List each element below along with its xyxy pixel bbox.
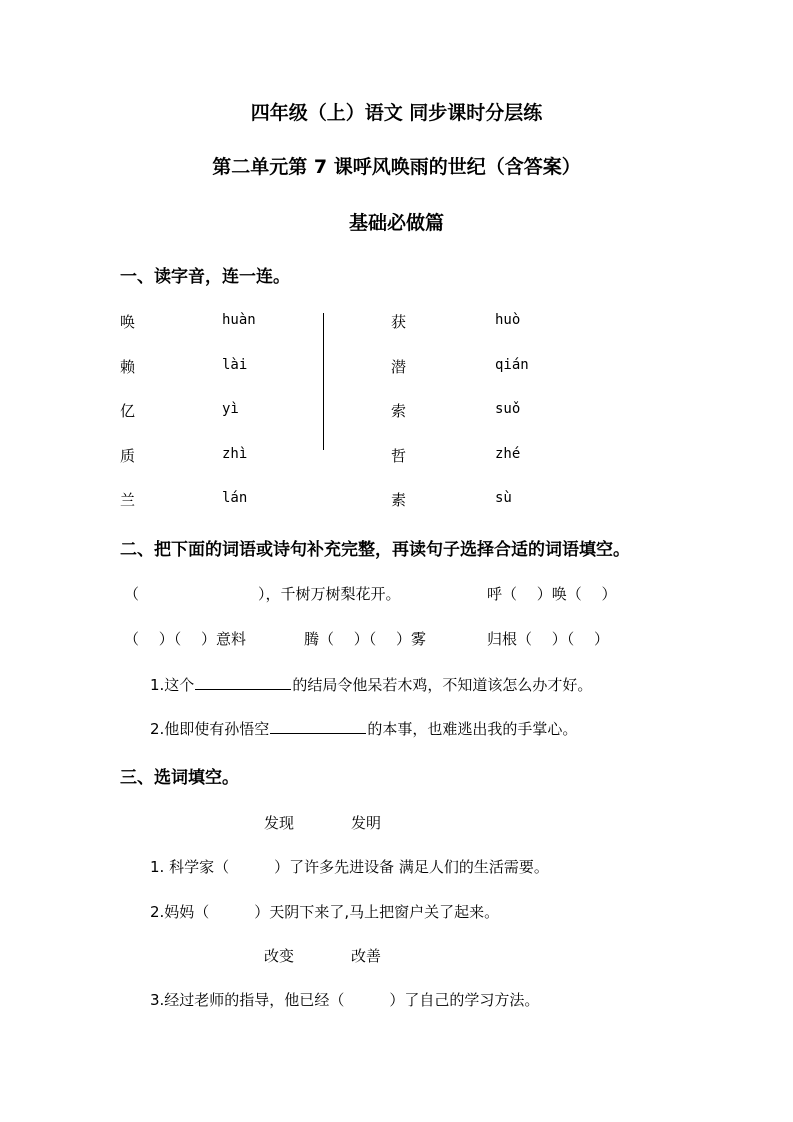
- pinyin-item: huàn: [222, 312, 256, 328]
- page-title: 四年级（上）语文 同步课时分层练: [250, 102, 543, 124]
- idiom-fill-2: （ ）（ ）意料: [124, 630, 247, 648]
- poem-open-paren: （: [124, 585, 140, 603]
- section3-heading: 三、选词填空。: [120, 768, 239, 788]
- poem-line-fill: ），千树万树梨花开。: [258, 585, 401, 603]
- word-choice: 发明: [351, 814, 382, 832]
- pinyin-item: lài: [222, 357, 248, 373]
- pinyin-item: sù: [495, 490, 512, 506]
- answer-blank[interactable]: [195, 673, 291, 690]
- level-heading: 基础必做篇: [348, 212, 444, 234]
- char-item: 亿: [120, 402, 136, 420]
- question-3-3: 3.经过老师的指导，他已经（ ）了自己的学习方法。: [150, 991, 540, 1009]
- question-3-1: 1. 科学家（ ）了许多先进设备 满足人们的生活需要。: [150, 858, 549, 876]
- idiom-fill-3: 腾（ ）（ ）雾: [304, 630, 427, 648]
- char-item: 兰: [120, 491, 136, 509]
- word-choice: 发现: [264, 814, 295, 832]
- pinyin-item: huò: [495, 312, 521, 328]
- question-2-1: 1.这个 的结局令他呆若木鸡，不知道该怎么办才好。: [150, 673, 592, 695]
- lesson-subtitle: 第二单元第 7 课呼风唤雨的世纪（含答案）: [212, 156, 581, 178]
- question-3-2: 2.妈妈（ ）天阴下来了,马上把窗户关了起来。: [150, 903, 500, 921]
- idiom-fill-1: 呼（ ）唤（ ）: [487, 585, 617, 603]
- pinyin-item: yì: [222, 401, 239, 417]
- pinyin-item: zhì: [222, 446, 248, 462]
- idiom-fill-4: 归根（ ）（ ）: [487, 630, 610, 648]
- char-item: 质: [120, 447, 136, 465]
- pinyin-item: qián: [495, 357, 529, 373]
- answer-blank[interactable]: [270, 717, 366, 734]
- divider-line: [323, 313, 324, 450]
- char-item: 潜: [391, 358, 407, 376]
- char-item: 获: [391, 313, 407, 331]
- word-choice: 改善: [351, 947, 382, 965]
- char-item: 唤: [120, 313, 136, 331]
- char-item: 索: [391, 402, 407, 420]
- pinyin-item: lán: [222, 490, 248, 506]
- char-item: 素: [391, 491, 407, 509]
- char-item: 赖: [120, 358, 136, 376]
- pinyin-item: zhé: [495, 446, 521, 462]
- section1-heading: 一、读字音，连一连。: [120, 267, 290, 287]
- char-item: 哲: [391, 447, 407, 465]
- word-choice: 改变: [264, 947, 295, 965]
- section2-heading: 二、把下面的词语或诗句补充完整，再读句子选择合适的词语填空。: [120, 540, 630, 560]
- pinyin-item: suǒ: [495, 401, 521, 417]
- question-2-2: 2.他即使有孙悟空 的本事，也难逃出我的手掌心。: [150, 717, 577, 739]
